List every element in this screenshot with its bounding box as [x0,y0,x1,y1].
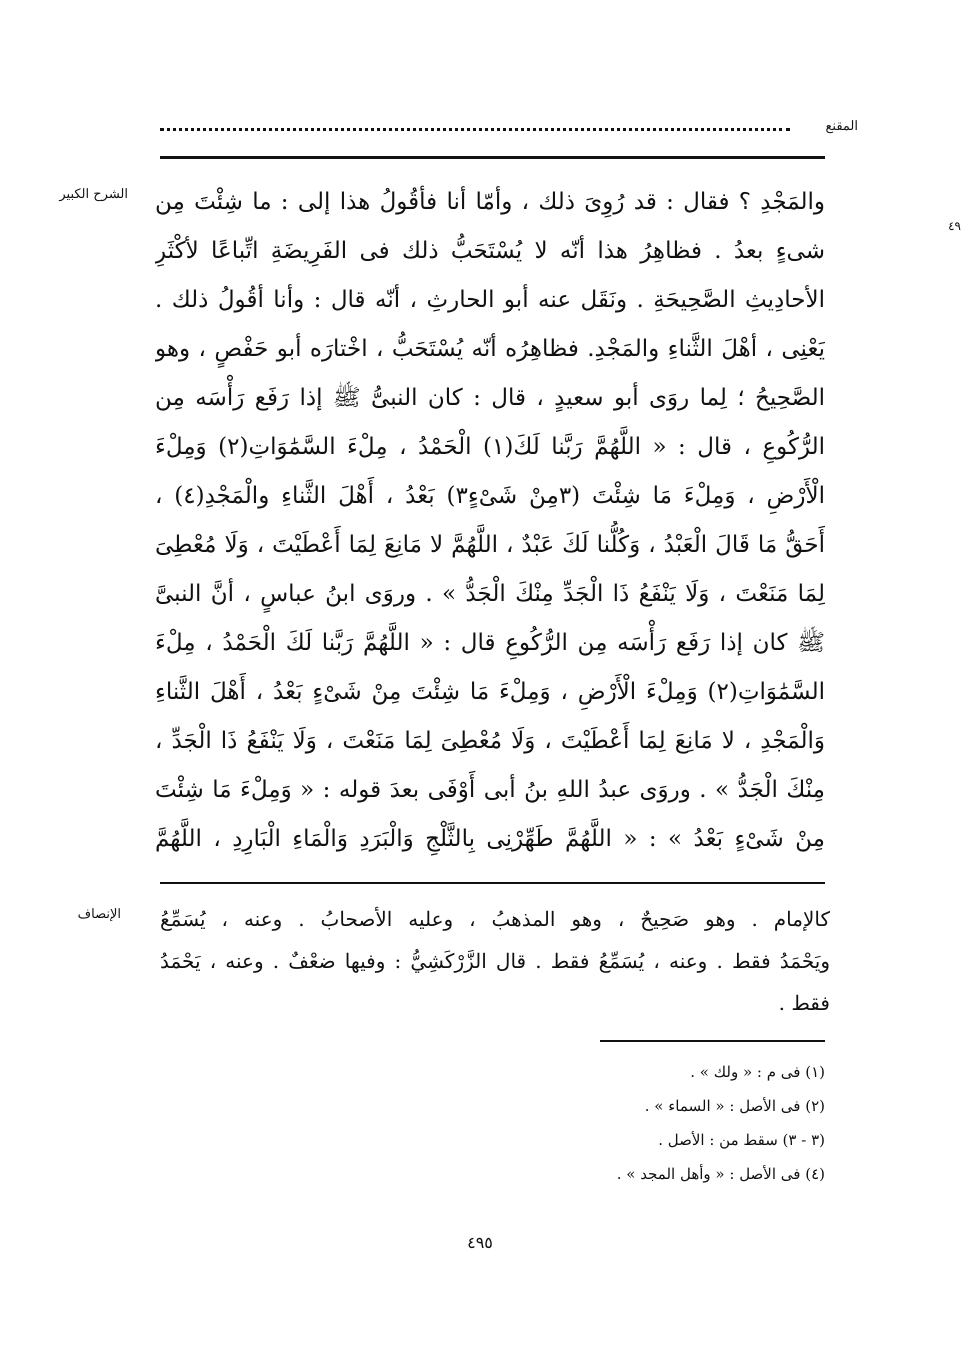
sharh-line: يَعْنِى ، أهْلَ الثَّناءِ والمَجْدِ. فظاهِرُه أنّه يُسْتَحَبُّ ، اخْتارَه أبو حَفْصٍ ، وهو [155,336,825,362]
sharh-text-block [155,178,825,864]
running-head-title: المقنع [825,119,858,134]
sharh-line: الْأَرْضِ ، وَمِلْءَ مَا شِئْتَ (٣مِنْ شَىْءٍ٣) بَعْدُ ، أَهْلَ الثَّناءِ والْمَجْدِ(٤) ، [155,483,825,509]
footnote: (٤) فى الأصل : « وأهل المجد » . [616,1165,825,1183]
section-separator-rule [160,882,825,884]
edge-mark: ٤٩ [948,219,961,233]
footnote: (٣ - ٣) سقط من : الأصل . [658,1131,825,1149]
footnote: (١) فى م : « ولك » . [690,1063,825,1081]
sharh-line: ﷺ كان إذا رَفَع رَأْسَه مِن الرُّكُوعِ قال : « اللَّهُمَّ رَبَّنا لَكَ الْحَمْدُ ، مِلْءَ [155,630,825,656]
sharh-line: مِنْ شَىْءٍ بَعْدُ » : « اللَّهُمَّ طَهِّرْنِى بِالثَّلْجِ وَالْبَرَدِ وَالْمَاءِ الْبَارِدِ ، اللَّهُمَّ [155,826,825,852]
footnotes [400,1055,825,1191]
insaf-line: كالإمام . وهو صَحِيحٌ ، وهو المذهبُ ، وعليه الأصحابُ . وعنه ، يُسَمِّعُ [160,907,830,931]
sharh-line: السَّمَٰوَاتِ(٢) وَمِلْءَ الْأَرْضِ ، وَمِلْءَ مَا شِئْتَ مِنْ شَىْءٍ بَعْدُ ، أَهْلَ الثَّناءِ [155,679,825,705]
sharh-line: الرُّكُوعِ ، قال : « اللَّهُمَّ رَبَّنا لَكَ(١) الْحَمْدُ ، مِلْءَ السَّمَٰوَاتِ(٢) وَمِلْءَ [155,434,825,460]
sharh-line: والمَجْدِ ؟ فقال : قد رُوِىَ ذلك ، وأمّا أنا فأقُولُ هذا إلى : ما شِئْتَ مِن [155,189,825,215]
sharh-line: شىءٍ بعدُ . فظاهِرُ هذا أنّه لا يُسْتَحَبُّ ذلك فى الفَرِيضَةِ اتِّباعًا لأكْثَرِ [155,238,825,264]
running-head [160,118,858,138]
sharh-line: أَحَقُّ مَا قَالَ الْعَبْدُ ، وَكُلُّنا لَكَ عَبْدٌ ، اللَّهُمَّ لا مَانِعَ لِمَا أَعْطَيْتَ ، وَلَا مُعْطِىَ [155,532,825,558]
sharh-line: الأحادِيثِ الصَّحِيحَةِ . ونَقَل عنه أبو الحارثِ ، أنّه قال : وأنا أقُولُ ذلك . [155,287,825,313]
sharh-line: وَالْمَجْدِ ، لا مَانِعَ لِمَا أَعْطَيْتَ ، وَلَا مُعْطِىَ لِمَا مَنَعْتَ ، وَلَا يَنْفَعُ ذَا الْجَدِّ ، [155,728,825,754]
margin-label-sharh: الشرح الكبير [59,187,128,202]
insaf-text-block [160,898,830,1024]
running-head-dotted-leader [160,128,790,131]
footnote-rule [600,1040,825,1042]
margin-label-insaf: الإنصاف [77,907,121,922]
header-rule [160,156,825,159]
insaf-line: ويَحْمَدُ فقط . وعنه ، يُسَمِّعُ فقط . قال الزَّرْكَشِيُّ : وفيها ضعْفٌ . وعنه ، يَحْمَدُ [160,949,830,973]
sharh-line: الصَّحِيحُ ؛ لِما روَى أبو سعيدٍ ، قال : كان النبىُّ ﷺ إذا رَفَع رَأْسَه مِن [155,385,825,411]
sharh-line: مِنْكَ الْجَدُّ » . وروَى عبدُ اللهِ بنُ أبى أَوْفَى بعدَ قوله : « وَمِلْءَ مَا شِئْتَ [155,777,825,803]
sharh-line: لِمَا مَنَعْتَ ، وَلَا يَنْفَعُ ذَا الْجَدِّ مِنْكَ الْجَدُّ » . وروَى ابنُ عباسٍ ، أنَّ النبىَّ [155,581,825,607]
footnote: (٢) فى الأصل : « السماء » . [644,1097,825,1115]
page-number: ٤٩٥ [467,1233,493,1252]
insaf-line: فقط . [778,991,830,1015]
